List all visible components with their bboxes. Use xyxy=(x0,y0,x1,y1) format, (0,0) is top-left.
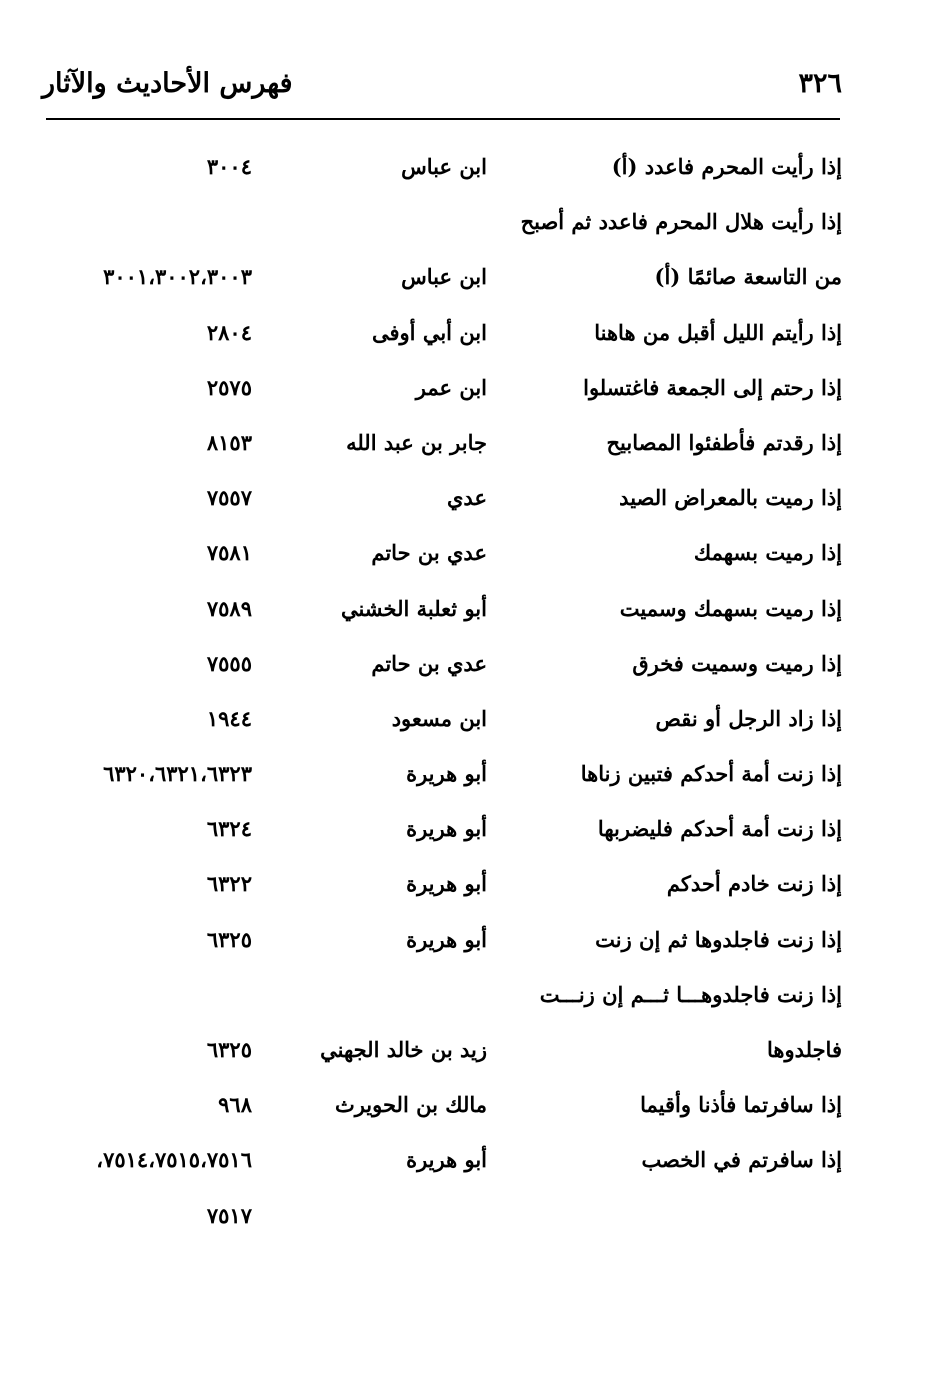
hadith-text: إذا رميت بسهمك xyxy=(693,540,842,566)
header-rule xyxy=(46,118,840,120)
index-row xyxy=(0,416,932,471)
hadith-text: إذا رأيتم الليل أقبل من هاهنا xyxy=(594,319,842,345)
index-row xyxy=(0,747,932,802)
page-number: ٣٢٦ xyxy=(798,68,842,99)
reference-numbers: ٧٥٨١ xyxy=(206,540,252,566)
reference-numbers: ٧٥٥٧ xyxy=(206,485,252,511)
index-row xyxy=(0,582,932,637)
reference-numbers: ٦٣٢٠،٦٣٢١،٦٣٢٣ xyxy=(103,761,252,787)
hadith-text: إذا رميت بسهمك وسميت xyxy=(619,595,842,621)
index-row xyxy=(0,968,932,1023)
narrator-name: ابن مسعود xyxy=(391,705,487,731)
reference-numbers: ٣٠٠٤ xyxy=(206,154,252,179)
narrator-name: أبو هريرة xyxy=(406,761,487,787)
hadith-text: إذا زنت فاجلدوهـــا ثـــم إن زنـــت xyxy=(539,981,842,1007)
index-row xyxy=(0,802,932,857)
index-row xyxy=(0,195,932,250)
hadith-text: إذا رحتم إلى الجمعة فاغتسلوا xyxy=(583,374,842,400)
reference-numbers: ٦٣٢٥ xyxy=(206,926,252,952)
narrator-name: عدي بن حاتم xyxy=(371,650,487,676)
index-row xyxy=(0,1133,932,1188)
reference-numbers: ٧٥١٧ xyxy=(206,1202,252,1228)
narrator-name: أبو هريرة xyxy=(406,816,487,842)
index-table xyxy=(0,140,932,1244)
narrator-name: ابن عمر xyxy=(415,374,487,400)
narrator-name: جابر بن عبد الله xyxy=(346,429,487,455)
hadith-text: إذا سافرتما فأذنا وأقيما xyxy=(640,1092,842,1118)
reference-numbers: ٧٥١٤،٧٥١٥،٧٥١٦، xyxy=(96,1147,252,1173)
hadith-text: إذا رميت وسميت فخرق xyxy=(632,650,842,676)
reference-numbers: ٣٠٠١،٣٠٠٢،٣٠٠٣ xyxy=(103,264,252,290)
narrator-name: ابن عباس xyxy=(401,154,487,179)
narrator-name: عدي xyxy=(447,485,487,511)
hadith-text: إذا رميت بالمعراض الصيد xyxy=(619,485,842,511)
narrator-name: ابن عباس xyxy=(401,264,487,290)
index-row xyxy=(0,1078,932,1133)
index-row xyxy=(0,306,932,361)
index-row xyxy=(0,857,932,912)
narrator-name: أبو ثعلبة الخشني xyxy=(340,595,487,621)
narrator-name: أبو هريرة xyxy=(406,871,487,897)
index-row xyxy=(0,526,932,581)
index-row xyxy=(0,140,932,195)
index-row xyxy=(0,1023,932,1078)
index-row xyxy=(0,471,932,526)
hadith-text: إذا زنت خادم أحدكم xyxy=(666,871,842,897)
index-row xyxy=(0,913,932,968)
hadith-text: إذا زنت أمة أحدكم فليضربها xyxy=(597,816,842,842)
narrator-name: زيد بن خالد الجهني xyxy=(320,1037,487,1062)
narrator-name: مالك بن الحويرث xyxy=(334,1092,487,1118)
index-row xyxy=(0,361,932,416)
reference-numbers: ٧٥٨٩ xyxy=(206,595,252,621)
reference-numbers: ١٩٤٤ xyxy=(206,705,252,731)
narrator-name: أبو هريرة xyxy=(406,1147,487,1173)
reference-numbers: ٦٣٢٤ xyxy=(206,816,252,842)
reference-numbers: ٨١٥٣ xyxy=(206,429,252,455)
hadith-text: فاجلدوها xyxy=(766,1037,842,1062)
index-row xyxy=(0,637,932,692)
narrator-name: عدي بن حاتم xyxy=(371,540,487,566)
reference-numbers: ٦٣٢٥ xyxy=(206,1037,252,1062)
index-row xyxy=(0,250,932,305)
hadith-text: إذا زاد الرجل أو نقص xyxy=(655,705,842,731)
narrator-name: ابن أبي أوفى xyxy=(372,319,487,345)
hadith-text: من التاسعة صائمًا (أ) xyxy=(654,264,842,290)
reference-numbers: ٦٣٢٢ xyxy=(206,871,252,897)
page-header xyxy=(42,62,842,112)
hadith-text: إذا سافرتم في الخصب xyxy=(641,1147,842,1173)
reference-numbers: ٧٥٥٥ xyxy=(206,650,252,676)
hadith-text: إذا رقدتم فأطفئوا المصابيح xyxy=(606,429,842,455)
reference-numbers: ٢٨٠٤ xyxy=(206,319,252,345)
narrator-name: أبو هريرة xyxy=(406,926,487,952)
hadith-text: إذا زنت أمة أحدكم فتبين زناها xyxy=(580,761,842,787)
hadith-text: إذا رأيت هلال المحرم فاعدد ثم أصبح xyxy=(520,209,842,235)
index-row xyxy=(0,1189,932,1244)
running-title: فهرس الأحاديث والآثار xyxy=(42,68,293,99)
hadith-text: إذا زنت فاجلدوها ثم إن زنت xyxy=(595,926,842,952)
hadith-text: إذا رأيت المحرم فاعدد (أ) xyxy=(611,154,842,179)
reference-numbers: ٢٥٧٥ xyxy=(206,374,252,400)
index-row xyxy=(0,692,932,747)
reference-numbers: ٩٦٨ xyxy=(218,1092,252,1118)
